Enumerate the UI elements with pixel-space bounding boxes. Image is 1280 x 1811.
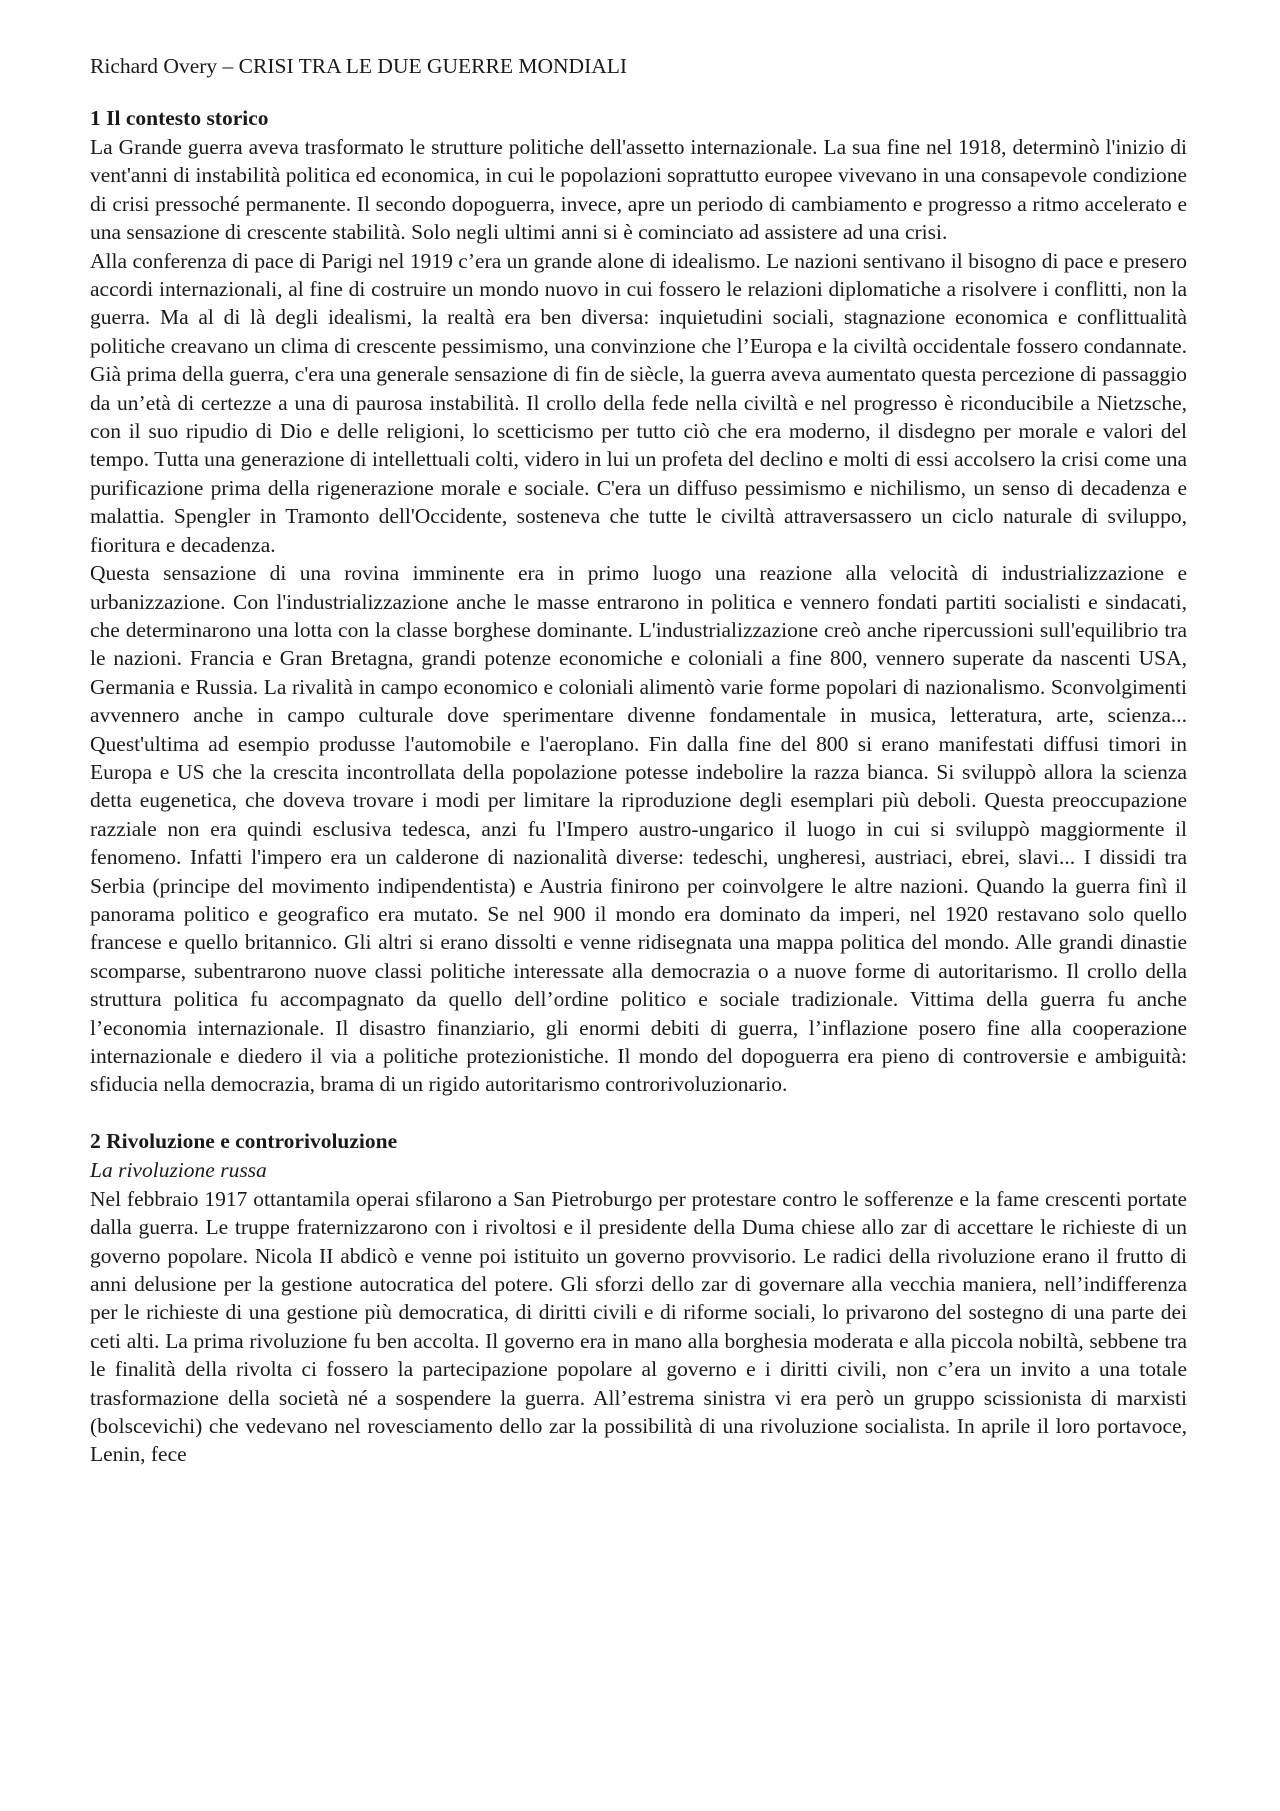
section-2 <box>90 1127 1187 1469</box>
section-2-paragraph-1: Nel febbraio 1917 ottantamila operai sfilarono a San Pietroburgo per protestare contro le sofferenze e la fame crescenti portate dalla guerra. Le truppe fraternizzarono con i rivoltosi e il presidente della Duma chiese allo zar di accettare le richieste di un governo popolare. Nicola II abdicò e venne poi istituito un governo provvisorio. Le radici della rivoluzione erano il frutto di anni delusione per la gestione autocratica del potere. Gli sforzi dello zar di governare alla vecchia maniera, nell’indifferenza per le richieste di una gestione più democratica, di diritti civili e di riforme sociali, lo privarono del sostegno di una parte dei ceti alti. La prima rivoluzione fu ben accolta. Il governo era in mano alla borghesia moderata e alla piccola nobiltà, sebbene tra le finalità della rivolta ci fossero la partecipazione popolare al governo e i diritti civili, non c’era un invito a una totale trasformazione della società né a sospendere la guerra. All’estrema sinistra vi era però un gruppo scissionista di marxisti (bolscevichi) che vedevano nel rovesciamento dello zar la possibilità di una rivoluzione socialista. In aprile il loro portavoce, Lenin, fece <box>90 1186 1187 1467</box>
section-1-paragraph-1: La Grande guerra aveva trasformato le strutture politiche dell'assetto internazionale. La sua fine nel 1918, determinò l'inizio di vent'anni di instabilità politica ed economica, in cui le popolazioni soprattutto europee vivevano in una consapevole condizione di crisi pressoché permanente. Il secondo dopoguerra, invece, apre un periodo di cambiamento e progresso a ritmo accelerato e una sensazione di crescente stabilità. Solo negli ultimi anni si è cominciato ad assistere ad una crisi. <box>90 135 1187 245</box>
section-1-heading: 1 Il contesto storico <box>90 106 269 130</box>
section-2-heading: 2 Rivoluzione e controrivoluzione <box>90 1128 398 1153</box>
section-spacer <box>90 1099 1187 1127</box>
section-1-paragraph-3: Questa sensazione di una rovina imminente era in primo luogo una reazione alla velocità di industrializzazione e urbanizzazione. Con l'industrializzazione anche le masse entrarono in politica e vennero fondati partiti socialisti e sindacati, che determinarono una lotta con la classe borghese dominante. L'industrializzazione creò anche ripercussioni sull'equilibrio tra le nazioni. Francia e Gran Bretagna, grandi potenze economiche e coloniali a fine 800, vennero superate da nascenti USA, Germania e Russia. La rivalità in campo economico e coloniali alimentò varie forme popolari di nazionalismo. Sconvolgimenti avvennero anche in campo culturale dove sperimentare divenne fondamentale in musica, letteratura, arte, scienza... Quest'ultima ad esempio produsse l'automobile e l'aeroplano. Fin dalla fine del 800 si erano manifestati diffusi timori in Europa e US che la crescita incontrollata della popolazione potesse indebolire la razza bianca. Si sviluppò allora la scienza detta eugenetica, che doveva trovare i modi per limitare la riproduzione degli esemplari più deboli. Questa preoccupazione razziale non era quindi esclusiva tedesca, anzi fu l'Impero austro-ungarico il luogo in cui si sviluppò maggiormente il fenomeno. Infatti l'impero era un calderone di nazionalità diverse: tedeschi, ungheresi, austriaci, ebrei, slavi... I dissidi tra Serbia (principe del movimento indipendentista) e Austria finirono per coinvolgere le altre nazioni. Quando la guerra finì il panorama politico e geografico era mutato. Se nel 900 il mondo era dominato da imperi, nel 1920 restavano solo quello francese e quello britannico. Gli altri si erano dissolti e venne ridisegnata una mappa politica del mondo. Alle grandi dinastie scomparse, subentrarono nuove classi politiche interessate alla democrazia o a nuove forme di autoritarismo. Il crollo della struttura politica fu accompagnato da quello dell’ordine politico e sociale tradizionale. Vittima della guerra fu anche l’economia internazionale. Il disastro finanziario, gli enormi debiti di guerra, l’inflazione posero fine alla cooperazione internazionale e diedero il via a politiche protezionistiche. Il mondo del dopoguerra era pieno di controversie e ambiguità: sfiducia nella democrazia, brama di un rigido autoritarismo controrivoluzionario. <box>90 561 1187 1097</box>
section-1 <box>90 104 1187 1099</box>
section-2-subheading: La rivoluzione russa <box>90 1157 267 1182</box>
section-1-paragraph-2: Alla conferenza di pace di Parigi nel 1919 c’era un grande alone di idealismo. Le nazioni sentivano il bisogno di pace e presero accordi internazionali, al fine di costruire un mondo nuovo in cui fossero le relazioni diplomatiche a risolvere i conflitti, non la guerra. Ma al di là degli idealismi, la realtà era ben diversa: inquietudini sociali, stagnazione economica e conflittualità politiche creavano un clima di crescente pessimismo, una convinzione che l’Europa e la civiltà occidentale fossero condannate. Già prima della guerra, c'era una generale sensazione di fin de siècle, la guerra aveva aumentato questa percezione di passaggio da un’età di certezze a una di paurosa instabilità. Il crollo della fede nella civiltà e nel progresso è riconducibile a Nietzsche, con il suo ripudio di Dio e delle religioni, lo scetticismo per tutto ciò che era moderno, il disdegno per morale e valori del tempo. Tutta una generazione di intellettuali colti, videro in lui un profeta del declino e molti di essi accolsero la crisi come una purificazione prima della rigenerazione morale e sociale. C'era un diffuso pessimismo e nichilismo, un senso di decadenza e malattia. Spengler in Tramonto dell'Occidente, sosteneva che tutte le civiltà attraversassero un ciclo naturale di sviluppo, fioritura e decadenza. <box>90 248 1187 557</box>
document-page <box>90 52 1187 1469</box>
document-title: Richard Overy – CRISI TRA LE DUE GUERRE MONDIALI <box>90 54 628 78</box>
